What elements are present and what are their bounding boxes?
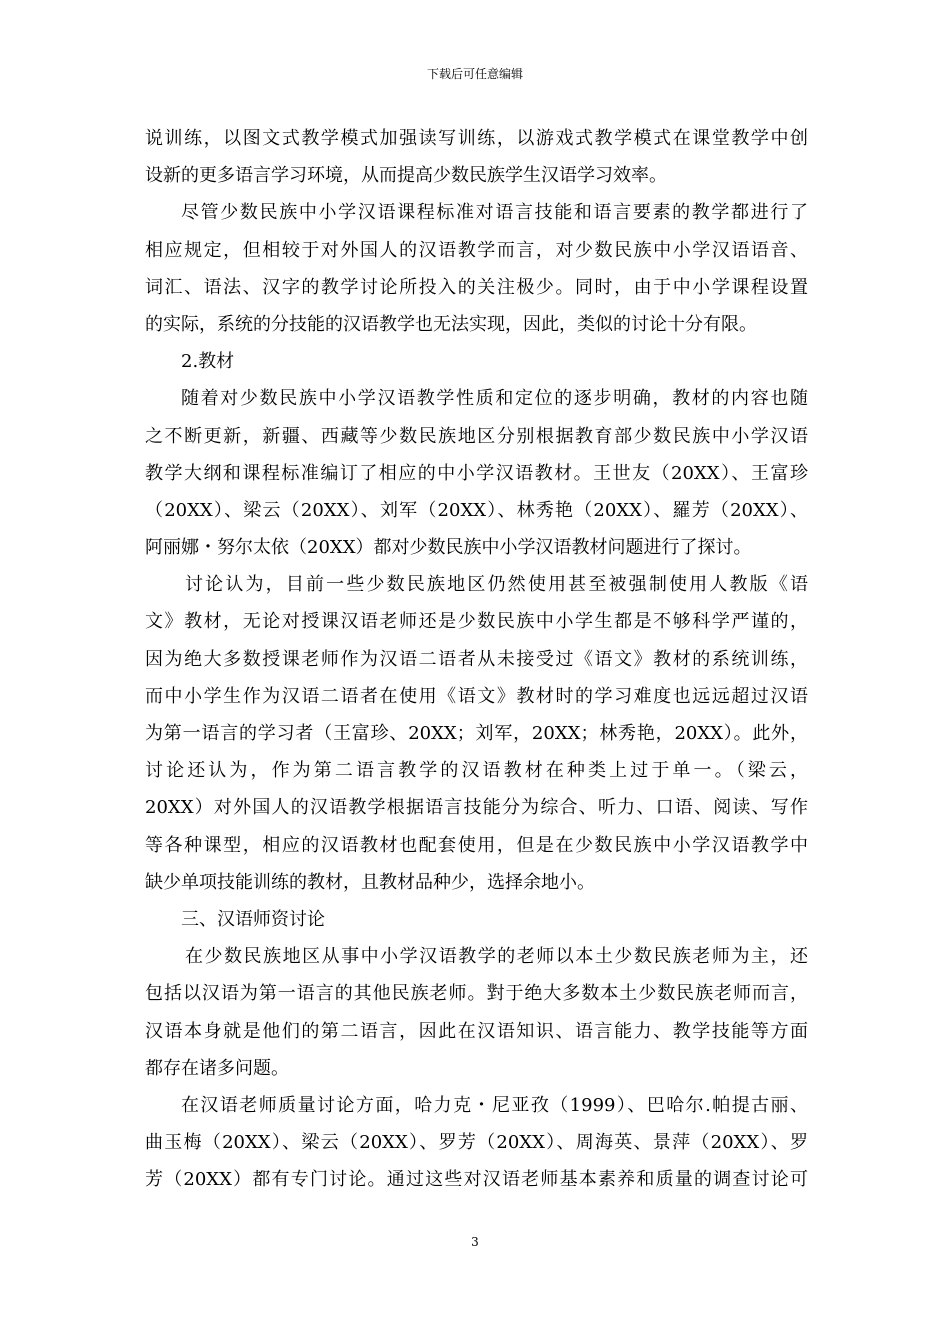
text-line: 因为绝大多数授课老师作为汉语二语者从未接受过《语文》教材的系统训练， — [145, 648, 808, 670]
paragraph — [145, 1087, 808, 1199]
text-line: 等各种课型，相应的汉语教材也配套使用，但是在少数民族中小学汉语教学中 — [145, 834, 808, 856]
paragraph — [145, 380, 808, 566]
page-number: 3 — [471, 1235, 479, 1249]
text-line: 相应规定，但相较于对外国人的汉语教学而言，对少数民族中小学汉语语音、 — [145, 239, 808, 261]
text-line: 包括以汉语为第一语言的其他民族老师。對于绝大多数本土少数民族老师而言， — [145, 983, 808, 1005]
text-line: 缺少单项技能训练的教材，且教材品种少，选择余地小。 — [145, 871, 595, 893]
text-line: 说训练，以图文式教学模式加强读写训练，以游戏式教学模式在课堂教学中创 — [145, 128, 808, 149]
text-line: 之不断更新，新疆、西藏等少数民族地区分别根据教育部少数民族中小学汉语 — [145, 425, 808, 447]
page-header: 下载后可任意编辑 — [426, 67, 523, 81]
text-line: （20XX）、梁云（20XX）、刘军（20XX）、林秀艳（20XX）、羅芳（20XX）、 — [145, 499, 808, 521]
text-line: 讨论认为，目前一些少数民族地区仍然使用甚至被强制使用人教版《语 — [185, 574, 808, 596]
text-line: 教学大纲和课程标准编订了相应的中小学汉语教材。王世友（20XX）、王富珍 — [145, 462, 808, 484]
section-heading — [145, 343, 808, 380]
heading-text: 三、汉语师资讨论 — [181, 908, 325, 930]
text-line: 为第一语言的学习者（王富珍、20XX；刘军，20XX；林秀艳，20XX）。此外， — [145, 723, 808, 744]
text-line: 阿丽娜・努尔太依（20XX）都对少数民族中小学汉语教材问题进行了探讨。 — [145, 537, 752, 559]
section-heading — [145, 901, 808, 938]
text-line: 文》教材，无论对授课汉语老师还是少数民族中小学生都是不够科学严谨的， — [145, 611, 808, 633]
text-line: 而中小学生作为汉语二语者在使用《语文》教材时的学习难度也远远超过汉语 — [145, 685, 808, 707]
paragraph — [145, 120, 808, 194]
text-line: 词汇、语法、汉字的教学讨论所投入的关注极少。同时，由于中小学课程设置 — [145, 276, 808, 298]
text-line: 在少数民族地区从事中小学汉语教学的老师以本土少数民族老师为主，还 — [185, 946, 808, 968]
text-line: 设新的更多语言学习环境，从而提高少数民族学生汉语学习效率。 — [145, 165, 667, 187]
text-line: 在汉语老师质量讨论方面，哈力克・尼亚孜（1999）、巴哈尔.帕提古丽、 — [181, 1094, 808, 1116]
text-line: 汉语本身就是他们的第二语言，因此在汉语知识、语言能力、教学技能等方面 — [145, 1020, 808, 1042]
text-line: 随着对少数民族中小学汉语教学性质和定位的逐步明确，教材的内容也随 — [181, 388, 808, 410]
paragraph — [145, 566, 808, 901]
text-line: 20XX）对外国人的汉语教学根据语言技能分为综合、听力、口语、阅读、写作 — [145, 797, 808, 819]
text-line: 芳（20XX）都有专门讨论。通过这些对汉语老师基本素养和质量的调查讨论可 — [145, 1169, 808, 1191]
text-line: 讨论还认为，作为第二语言教学的汉语教材在种类上过于单一。（梁云， — [145, 760, 808, 782]
paragraph — [145, 194, 808, 343]
heading-text: 2.教材 — [181, 351, 235, 373]
text-line: 曲玉梅（20XX）、梁云（20XX）、罗芳（20XX）、周海英、景萍（20XX）、罗 — [145, 1132, 808, 1154]
document-body — [145, 120, 808, 1198]
text-line: 尽管少数民族中小学汉语课程标准对语言技能和语言要素的教学都进行了 — [181, 202, 808, 224]
text-line: 的实际，系统的分技能的汉语教学也无法实现，因此，类似的讨论十分有限。 — [145, 313, 757, 335]
paragraph — [145, 938, 808, 1087]
text-line: 都存在诸多问题。 — [145, 1057, 289, 1079]
